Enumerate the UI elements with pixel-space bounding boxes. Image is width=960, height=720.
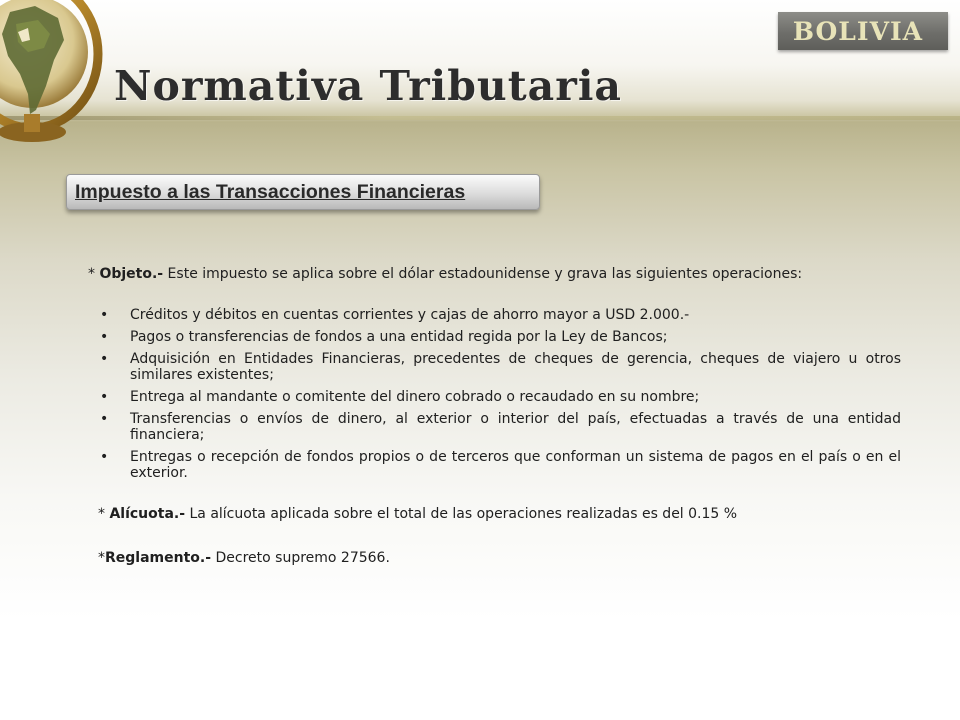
reglamento-label: Reglamento.- bbox=[105, 550, 212, 566]
bullet-icon: • bbox=[100, 411, 109, 427]
operations-list bbox=[88, 307, 901, 481]
reglamento-text: Decreto supremo 27566. bbox=[211, 550, 390, 566]
list-item: • Entrega al mandante o comitente del dinero cobrado o recaudado en su nombre; bbox=[100, 389, 700, 405]
bullet-icon: • bbox=[100, 329, 109, 345]
country-badge: BOLIVIA bbox=[778, 12, 948, 50]
objeto-text: Este impuesto se aplica sobre el dólar estadounidense y grava las siguientes operaciones: bbox=[163, 266, 803, 282]
bullet-icon: • bbox=[100, 351, 109, 367]
list-item: • Adquisición en Entidades Financieras, precedentes de cheques de gerencia, cheques de viajero u otros similares existentes; bbox=[100, 351, 901, 383]
alicuota-paragraph: * Alícuota.- La alícuota aplicada sobre el total de las operaciones realizadas es del 0.15 % bbox=[98, 506, 738, 522]
objeto-paragraph: * Objeto.- Este impuesto se aplica sobre el dólar estadounidense y grava las siguientes operaciones: bbox=[88, 266, 803, 282]
list-item: • Transferencias o envíos de dinero, al exterior o interior del país, efectuadas a través de una entidad financiera; bbox=[100, 411, 901, 443]
list-item: • Entregas o recepción de fondos propios o de terceros que conforman un sistema de pagos en el país o en el exterior. bbox=[100, 449, 901, 481]
alicuota-text: La alícuota aplicada sobre el total de las operaciones realizadas es del 0.15 % bbox=[185, 506, 738, 522]
section-heading: Impuesto a las Transacciones Financieras bbox=[66, 174, 540, 210]
bullet-icon: • bbox=[100, 389, 109, 405]
list-item: • Pagos o transferencias de fondos a una entidad regida por la Ley de Bancos; bbox=[100, 329, 668, 345]
alicuota-label: Alícuota.- bbox=[109, 506, 186, 522]
bullet-icon: • bbox=[100, 307, 109, 323]
globe-icon bbox=[0, 0, 110, 157]
objeto-label: Objeto.- bbox=[99, 266, 164, 282]
list-item: • Créditos y débitos en cuentas corrientes y cajas de ahorro mayor a USD 2.000.- bbox=[100, 307, 690, 323]
reglamento-paragraph: *Reglamento.- Decreto supremo 27566. bbox=[98, 550, 390, 566]
bullet-icon: • bbox=[100, 449, 109, 465]
page-title: Normativa Tributaria bbox=[114, 62, 622, 110]
header-divider bbox=[0, 116, 960, 120]
slide-content bbox=[88, 265, 901, 567]
